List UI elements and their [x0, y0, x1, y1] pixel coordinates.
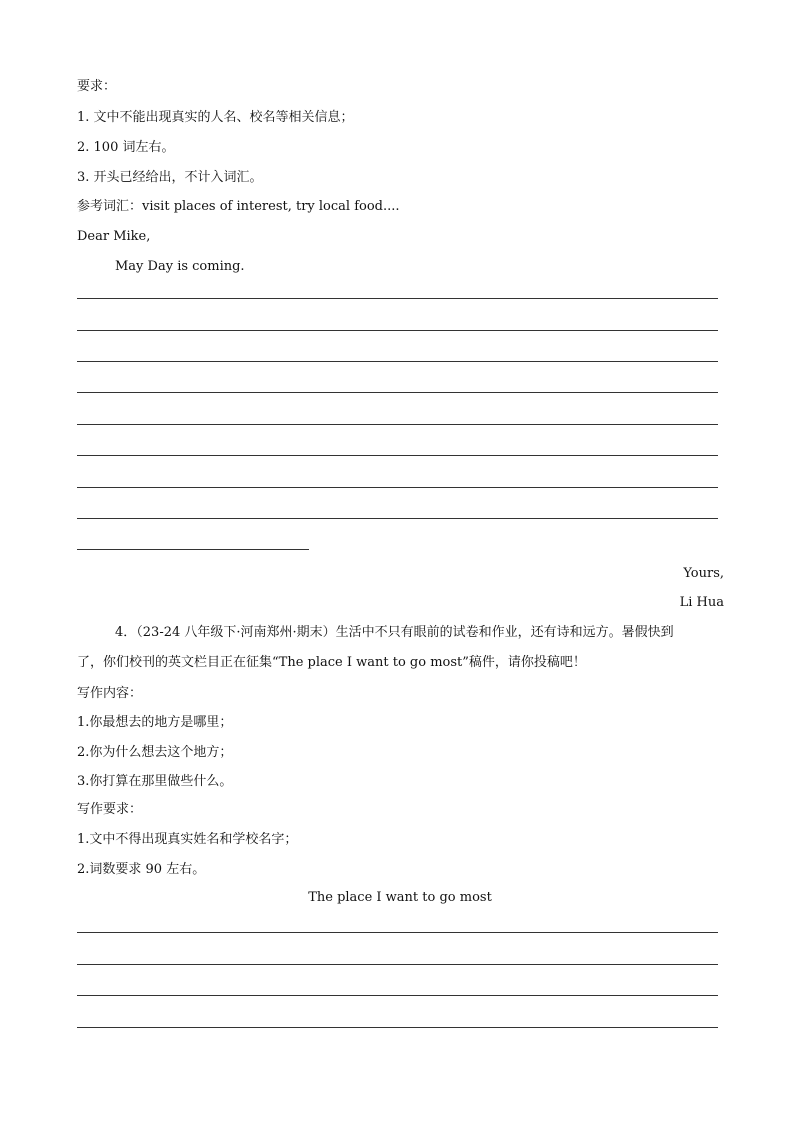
answer-line: [77, 964, 718, 965]
writing-content-heading: 写作内容：: [77, 686, 143, 701]
requirement-item-1: 1. 文中不能出现真实的人名、校名等相关信息；: [77, 110, 354, 125]
reference-vocabulary: 参考词汇：visit places of interest, try local food....: [77, 199, 400, 214]
answer-line: [77, 1027, 718, 1028]
answer-line: [77, 487, 718, 488]
requirement-item-3: 3. 开头已经给出，不计入词汇。: [77, 170, 263, 185]
letter-greeting: Dear Mike,: [77, 229, 151, 244]
essay-title: The place I want to go most: [308, 890, 492, 905]
writing-requirements-heading: 写作要求：: [77, 802, 143, 817]
writing-content-item-3: 3.你打算在那里做些什么。: [77, 774, 233, 789]
question-4-prompt-line1: 4．（23-24 八年级下·河南郑州·期末）生活中不只有眼前的试卷和作业，还有诗和远方。暑假快到: [115, 625, 674, 640]
answer-line: [77, 455, 718, 456]
answer-line-short: [77, 549, 309, 550]
answer-line: [77, 330, 718, 331]
writing-content-item-1: 1.你最想去的地方是哪里；: [77, 715, 233, 730]
writing-requirement-item-1: 1.文中不得出现真实姓名和学校名字；: [77, 832, 298, 847]
answer-line: [77, 361, 718, 362]
answer-line: [77, 518, 718, 519]
answer-line: [77, 995, 718, 996]
requirements-heading: 要求：: [77, 79, 117, 94]
writing-requirement-item-2: 2.词数要求 90 左右。: [77, 862, 206, 877]
answer-line: [77, 932, 718, 933]
answer-line: [77, 298, 718, 299]
letter-signature: Li Hua: [679, 595, 724, 610]
writing-content-item-2: 2.你为什么想去这个地方；: [77, 745, 233, 760]
answer-line: [77, 424, 718, 425]
letter-opening: May Day is coming.: [115, 259, 245, 274]
requirement-item-2: 2. 100 词左右。: [77, 140, 175, 155]
answer-line: [77, 392, 718, 393]
letter-closing: Yours,: [683, 566, 724, 581]
question-4-prompt-line2: 了，你们校刊的英文栏目正在征集“The place I want to go most”稿件，请你投稿吧！: [77, 655, 586, 670]
